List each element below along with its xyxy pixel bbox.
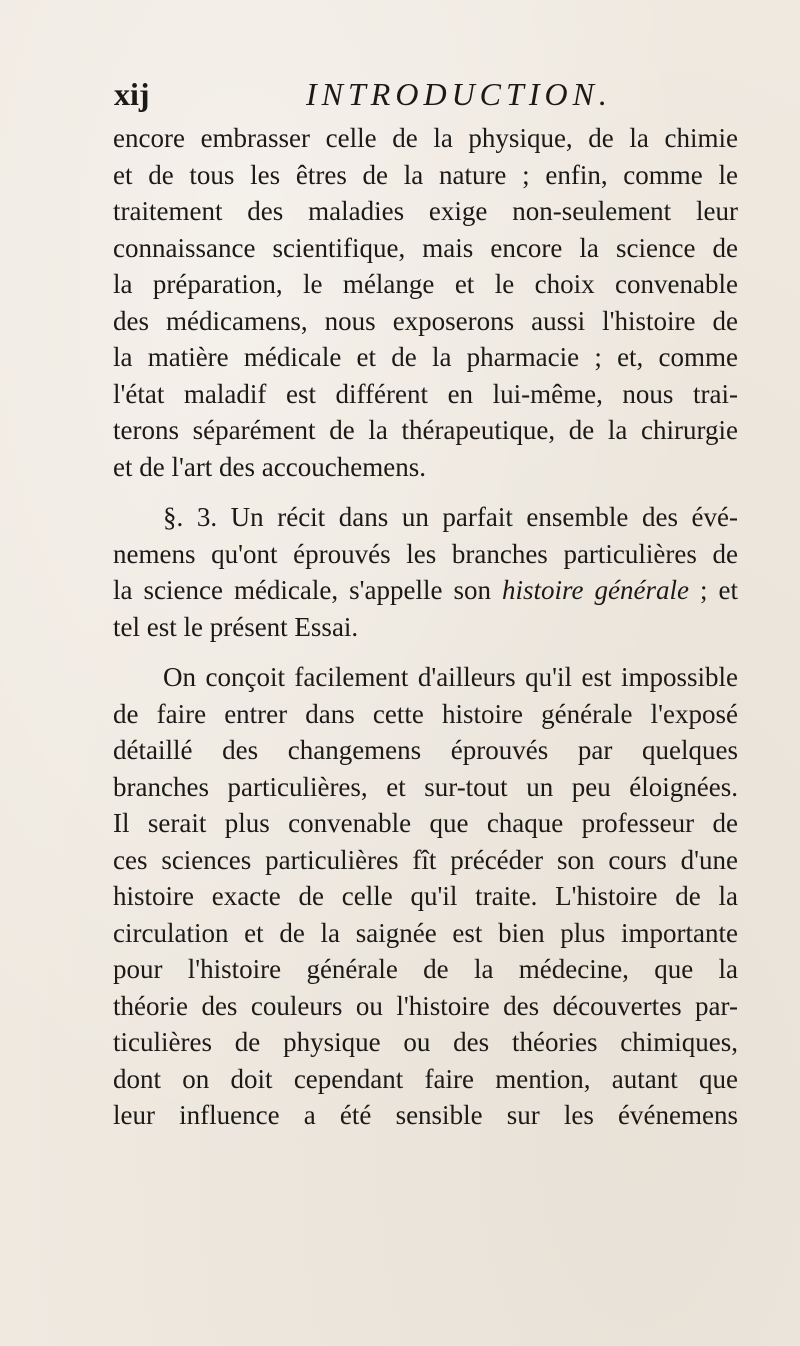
text-line: ces sciences particulières fît précéder son cours d'une (113, 844, 738, 875)
text-span: ; et (688, 575, 738, 605)
text-line: encore embrasser celle de la physique, de la chimie (113, 123, 738, 153)
text-line: ticulières de physique ou des théories chimiques, (113, 1027, 738, 1057)
text-line: circulation et de la saignée est bien plus importante (113, 917, 738, 948)
text-line: tel est le présent Essai. (113, 611, 359, 642)
text-line: On conçoit facilement d'ailleurs qu'il est impossible (163, 662, 738, 692)
text-line: théorie des couleurs ou l'histoire des découvertes par- (113, 990, 738, 1021)
text-line: branches particulières, et sur-tout un peu éloignées. (113, 771, 738, 802)
italic-term: histoire générale (502, 575, 689, 605)
text-line: traitement des maladies exige non-seulement leur (113, 196, 738, 226)
text-line: histoire exacte de celle qu'il traite. L'histoire de la (113, 881, 738, 911)
page-number: xij (114, 76, 150, 112)
text-line: connaissance scientifique, mais encore la science de (113, 232, 738, 263)
section-heading-line: §. 3. Un récit dans un parfait ensemble des évé- (163, 502, 738, 532)
text-line: leur influence a été sensible sur les événemens (113, 1100, 738, 1130)
text-line: terons séparément de la thérapeutique, de la chirurgie (113, 415, 738, 445)
text-line: pour l'histoire générale de la médecine, que la (113, 954, 738, 984)
text-line: des médicamens, nous exposerons aussi l'histoire de (113, 305, 738, 336)
text-line: dont on doit cependant faire mention, autant que (113, 1063, 738, 1094)
text-line: et de tous les êtres de la nature ; enfin, comme le (113, 159, 738, 190)
text-line: la préparation, le mélange et le choix convenable (113, 269, 738, 299)
text-line (113, 572, 738, 608)
running-title: INTRODUCTION. (306, 76, 612, 112)
text-line: de faire entrer dans cette histoire générale l'exposé (113, 698, 738, 729)
text-line: détaillé des changemens éprouvés par quelques (113, 735, 738, 765)
text-line: nemens qu'ont éprouvés les branches particulières de (113, 538, 738, 569)
running-head (100, 72, 760, 116)
text-line: et de l'art des accouchemens. (113, 451, 426, 482)
text-line: la matière médicale et de la pharmacie ; et, comme (113, 342, 738, 372)
text-line: l'état maladif est différent en lui-même, nous trai- (113, 378, 738, 409)
text-span: la science médicale, s'appelle son (113, 575, 502, 605)
text-line: Il serait plus convenable que chaque professeur de (113, 808, 738, 838)
